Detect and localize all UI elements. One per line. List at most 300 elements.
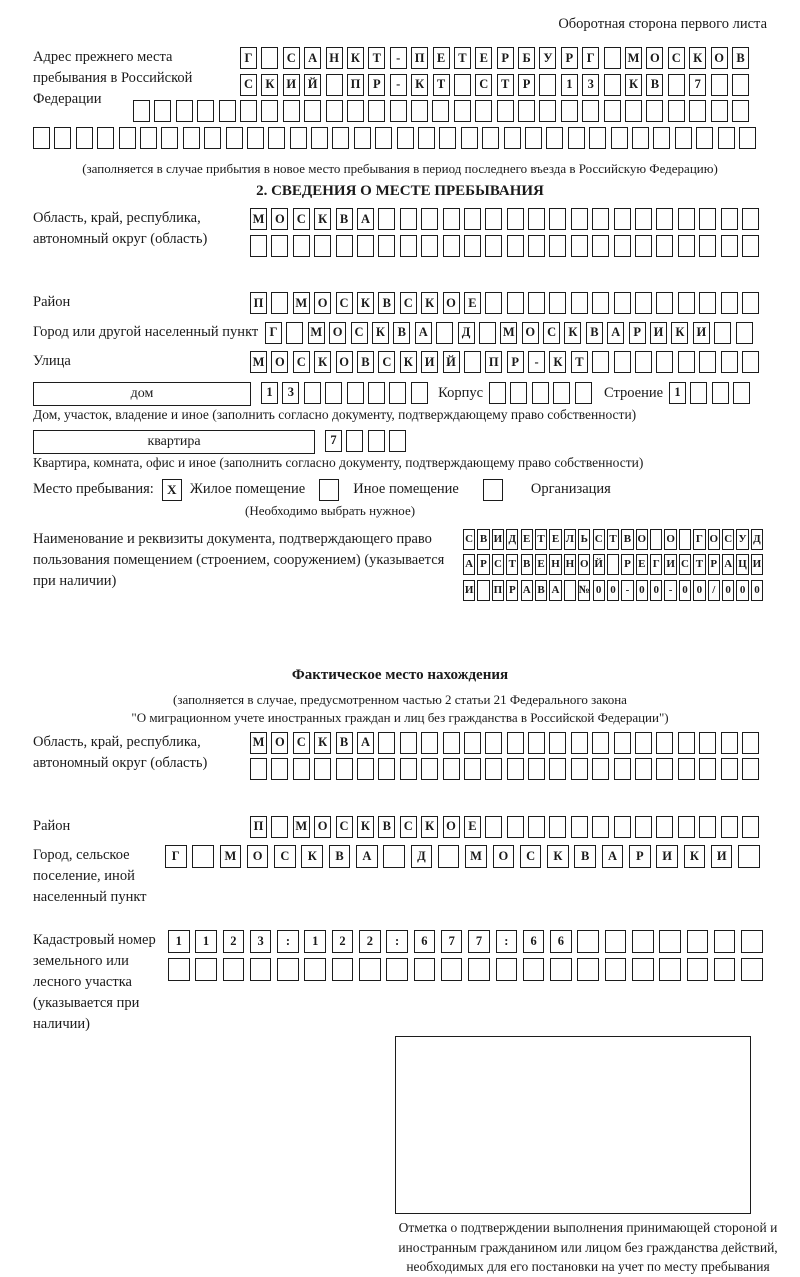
form-cell[interactable] — [54, 127, 71, 149]
form-cell[interactable] — [528, 292, 545, 314]
form-cell[interactable] — [614, 816, 631, 838]
form-cell[interactable] — [678, 235, 695, 257]
form-cell[interactable]: И — [711, 845, 733, 868]
form-cell[interactable] — [635, 235, 652, 257]
form-cell[interactable] — [604, 100, 621, 122]
form-cell[interactable]: 7 — [325, 430, 342, 452]
form-cell[interactable]: 0 — [650, 580, 662, 601]
form-cell[interactable] — [678, 758, 695, 780]
form-cell[interactable] — [477, 580, 489, 601]
form-cell[interactable] — [250, 235, 267, 257]
form-cell[interactable] — [741, 930, 763, 953]
form-cell[interactable]: М — [500, 322, 517, 344]
form-cell[interactable]: С — [492, 554, 504, 575]
form-cell[interactable]: Т — [506, 554, 518, 575]
form-cell[interactable] — [507, 208, 524, 230]
form-cell[interactable]: О — [578, 554, 590, 575]
form-cell[interactable] — [261, 100, 278, 122]
form-cell[interactable] — [378, 732, 395, 754]
form-cell[interactable] — [97, 127, 114, 149]
form-cell[interactable]: Н — [326, 47, 343, 69]
form-cell[interactable] — [441, 958, 463, 981]
form-cell[interactable] — [438, 845, 460, 868]
form-cell[interactable]: 0 — [693, 580, 705, 601]
form-cell[interactable] — [614, 758, 631, 780]
form-cell[interactable]: Р — [629, 322, 646, 344]
form-cell[interactable] — [699, 816, 716, 838]
form-cell[interactable] — [325, 382, 342, 404]
form-cell[interactable] — [611, 127, 628, 149]
form-cell[interactable]: 3 — [282, 382, 299, 404]
form-cell[interactable] — [571, 292, 588, 314]
form-cell[interactable]: М — [220, 845, 242, 868]
form-cell[interactable]: К — [564, 322, 581, 344]
form-cell[interactable]: Г — [165, 845, 187, 868]
form-cell[interactable]: Г — [582, 47, 599, 69]
form-cell[interactable] — [675, 127, 692, 149]
form-cell[interactable] — [443, 732, 460, 754]
form-cell[interactable]: С — [336, 292, 353, 314]
form-cell[interactable] — [679, 529, 691, 550]
form-cell[interactable] — [475, 100, 492, 122]
form-cell[interactable]: - — [528, 351, 545, 373]
form-cell[interactable] — [687, 930, 709, 953]
form-cell[interactable]: Е — [535, 554, 547, 575]
form-cell[interactable]: П — [347, 74, 364, 96]
form-cell[interactable] — [293, 758, 310, 780]
form-cell[interactable] — [699, 208, 716, 230]
form-cell[interactable] — [742, 732, 759, 754]
form-cell[interactable] — [659, 930, 681, 953]
form-cell[interactable]: М — [293, 816, 310, 838]
form-cell[interactable] — [489, 382, 506, 404]
form-cell[interactable] — [304, 100, 321, 122]
form-cell[interactable]: Д — [411, 845, 433, 868]
form-cell[interactable]: В — [646, 74, 663, 96]
form-cell[interactable]: О — [646, 47, 663, 69]
form-cell[interactable] — [464, 758, 481, 780]
form-cell[interactable] — [678, 208, 695, 230]
form-cell[interactable]: О — [329, 322, 346, 344]
form-cell[interactable] — [443, 235, 460, 257]
form-cell[interactable] — [699, 292, 716, 314]
form-cell[interactable] — [656, 816, 673, 838]
dom-box[interactable]: дом — [33, 382, 251, 406]
form-cell[interactable] — [290, 127, 307, 149]
form-cell[interactable] — [485, 758, 502, 780]
form-cell[interactable] — [368, 430, 385, 452]
form-cell[interactable] — [507, 732, 524, 754]
form-cell[interactable]: / — [708, 580, 720, 601]
form-cell[interactable]: И — [492, 529, 504, 550]
form-cell[interactable] — [368, 382, 385, 404]
form-cell[interactable] — [656, 292, 673, 314]
form-cell[interactable]: - — [390, 47, 407, 69]
form-cell[interactable] — [204, 127, 221, 149]
form-cell[interactable]: Г — [650, 554, 662, 575]
form-cell[interactable] — [739, 127, 756, 149]
form-cell[interactable]: 3 — [582, 74, 599, 96]
form-cell[interactable]: О — [271, 208, 288, 230]
checkbox-inoe[interactable] — [319, 479, 339, 501]
form-cell[interactable]: № — [578, 580, 590, 601]
form-cell[interactable] — [592, 816, 609, 838]
form-cell[interactable] — [482, 127, 499, 149]
form-cell[interactable] — [268, 127, 285, 149]
form-cell[interactable] — [549, 235, 566, 257]
form-cell[interactable] — [528, 235, 545, 257]
form-cell[interactable]: Т — [535, 529, 547, 550]
form-cell[interactable] — [347, 100, 364, 122]
form-cell[interactable] — [532, 382, 549, 404]
form-cell[interactable] — [550, 958, 572, 981]
form-cell[interactable] — [539, 74, 556, 96]
form-cell[interactable]: О — [314, 292, 331, 314]
form-cell[interactable]: : — [277, 930, 299, 953]
form-cell[interactable] — [421, 235, 438, 257]
form-cell[interactable] — [195, 958, 217, 981]
form-cell[interactable] — [742, 208, 759, 230]
form-cell[interactable]: С — [274, 845, 296, 868]
form-cell[interactable]: Т — [571, 351, 588, 373]
form-cell[interactable]: С — [293, 732, 310, 754]
form-cell[interactable] — [332, 127, 349, 149]
form-cell[interactable]: А — [607, 322, 624, 344]
form-cell[interactable] — [411, 382, 428, 404]
form-cell[interactable]: Т — [454, 47, 471, 69]
form-cell[interactable] — [485, 292, 502, 314]
form-cell[interactable]: Р — [621, 554, 633, 575]
form-cell[interactable]: С — [293, 351, 310, 373]
form-cell[interactable]: К — [261, 74, 278, 96]
form-cell[interactable]: С — [463, 529, 475, 550]
form-cell[interactable] — [528, 208, 545, 230]
form-cell[interactable] — [689, 100, 706, 122]
checkbox-zhiloe[interactable]: X — [162, 479, 182, 501]
form-cell[interactable] — [592, 292, 609, 314]
form-cell[interactable]: Ц — [736, 554, 748, 575]
form-cell[interactable] — [250, 958, 272, 981]
form-cell[interactable]: Р — [368, 74, 385, 96]
form-cell[interactable]: К — [549, 351, 566, 373]
form-cell[interactable] — [721, 235, 738, 257]
form-cell[interactable] — [614, 235, 631, 257]
form-cell[interactable]: А — [357, 732, 374, 754]
form-cell[interactable]: Р — [506, 580, 518, 601]
form-cell[interactable] — [721, 816, 738, 838]
form-cell[interactable]: : — [496, 930, 518, 953]
form-cell[interactable] — [711, 74, 728, 96]
form-cell[interactable] — [277, 958, 299, 981]
form-cell[interactable]: Р — [497, 47, 514, 69]
form-cell[interactable]: О — [711, 47, 728, 69]
form-cell[interactable]: О — [708, 529, 720, 550]
form-cell[interactable] — [733, 382, 750, 404]
form-cell[interactable] — [421, 758, 438, 780]
form-cell[interactable]: 7 — [468, 930, 490, 953]
form-cell[interactable]: В — [521, 554, 533, 575]
form-cell[interactable] — [411, 100, 428, 122]
form-cell[interactable] — [668, 100, 685, 122]
form-cell[interactable]: П — [492, 580, 504, 601]
form-cell[interactable] — [76, 127, 93, 149]
form-cell[interactable]: В — [477, 529, 489, 550]
form-cell[interactable]: М — [293, 292, 310, 314]
form-cell[interactable] — [454, 100, 471, 122]
form-cell[interactable] — [718, 127, 735, 149]
form-cell[interactable] — [33, 127, 50, 149]
form-cell[interactable] — [439, 127, 456, 149]
form-cell[interactable] — [635, 208, 652, 230]
form-cell[interactable] — [336, 758, 353, 780]
form-cell[interactable]: К — [314, 351, 331, 373]
form-cell[interactable] — [168, 958, 190, 981]
form-cell[interactable]: К — [314, 208, 331, 230]
form-cell[interactable] — [485, 235, 502, 257]
form-cell[interactable] — [528, 732, 545, 754]
form-cell[interactable] — [678, 816, 695, 838]
form-cell[interactable]: П — [411, 47, 428, 69]
form-cell[interactable] — [332, 958, 354, 981]
form-cell[interactable]: К — [372, 322, 389, 344]
form-cell[interactable] — [326, 74, 343, 96]
form-cell[interactable]: П — [250, 816, 267, 838]
form-cell[interactable] — [326, 100, 343, 122]
form-cell[interactable]: 0 — [607, 580, 619, 601]
form-cell[interactable] — [699, 758, 716, 780]
form-cell[interactable]: Е — [464, 816, 481, 838]
form-cell[interactable] — [632, 127, 649, 149]
form-cell[interactable] — [721, 208, 738, 230]
form-cell[interactable] — [605, 958, 627, 981]
form-cell[interactable]: 2 — [332, 930, 354, 953]
form-cell[interactable] — [375, 127, 392, 149]
form-cell[interactable] — [714, 958, 736, 981]
form-cell[interactable]: И — [463, 580, 475, 601]
form-cell[interactable]: И — [664, 554, 676, 575]
form-cell[interactable]: А — [722, 554, 734, 575]
form-cell[interactable] — [250, 758, 267, 780]
form-cell[interactable] — [368, 100, 385, 122]
form-cell[interactable]: 6 — [550, 930, 572, 953]
form-cell[interactable]: О — [636, 529, 648, 550]
form-cell[interactable]: Н — [564, 554, 576, 575]
form-cell[interactable] — [518, 100, 535, 122]
form-cell[interactable] — [653, 127, 670, 149]
form-cell[interactable]: М — [250, 732, 267, 754]
form-cell[interactable]: И — [650, 322, 667, 344]
form-cell[interactable]: С — [293, 208, 310, 230]
form-cell[interactable] — [721, 758, 738, 780]
form-cell[interactable]: Б — [518, 47, 535, 69]
form-cell[interactable]: В — [586, 322, 603, 344]
form-cell[interactable] — [632, 958, 654, 981]
form-cell[interactable] — [464, 208, 481, 230]
form-cell[interactable] — [549, 816, 566, 838]
form-cell[interactable] — [678, 732, 695, 754]
form-cell[interactable]: Е — [475, 47, 492, 69]
form-cell[interactable] — [568, 127, 585, 149]
form-cell[interactable]: 0 — [736, 580, 748, 601]
form-cell[interactable] — [507, 816, 524, 838]
form-cell[interactable] — [592, 758, 609, 780]
form-cell[interactable]: 1 — [261, 382, 278, 404]
form-cell[interactable] — [357, 235, 374, 257]
form-cell[interactable]: К — [411, 74, 428, 96]
form-cell[interactable] — [386, 958, 408, 981]
form-cell[interactable] — [354, 127, 371, 149]
form-cell[interactable]: Р — [708, 554, 720, 575]
form-cell[interactable]: 0 — [751, 580, 763, 601]
form-cell[interactable]: К — [347, 47, 364, 69]
form-cell[interactable]: 1 — [304, 930, 326, 953]
form-cell[interactable]: П — [485, 351, 502, 373]
form-cell[interactable] — [699, 235, 716, 257]
form-cell[interactable] — [687, 958, 709, 981]
form-cell[interactable] — [721, 351, 738, 373]
form-cell[interactable]: 0 — [636, 580, 648, 601]
form-cell[interactable] — [497, 100, 514, 122]
form-cell[interactable] — [650, 529, 662, 550]
form-cell[interactable] — [436, 322, 453, 344]
form-cell[interactable] — [592, 235, 609, 257]
form-cell[interactable]: Р — [507, 351, 524, 373]
form-cell[interactable]: 2 — [223, 930, 245, 953]
form-cell[interactable] — [304, 958, 326, 981]
form-cell[interactable] — [389, 430, 406, 452]
form-cell[interactable] — [699, 351, 716, 373]
form-cell[interactable]: С — [378, 351, 395, 373]
form-cell[interactable] — [421, 732, 438, 754]
form-cell[interactable]: С — [283, 47, 300, 69]
form-cell[interactable] — [564, 580, 576, 601]
form-cell[interactable]: В — [357, 351, 374, 373]
form-cell[interactable]: С — [351, 322, 368, 344]
form-cell[interactable]: 1 — [669, 382, 686, 404]
form-cell[interactable]: В — [732, 47, 749, 69]
form-cell[interactable] — [247, 127, 264, 149]
form-cell[interactable]: А — [304, 47, 321, 69]
form-cell[interactable] — [656, 758, 673, 780]
form-cell[interactable] — [261, 47, 278, 69]
form-cell[interactable]: М — [250, 208, 267, 230]
form-cell[interactable] — [635, 351, 652, 373]
form-cell[interactable] — [507, 235, 524, 257]
form-cell[interactable] — [571, 208, 588, 230]
form-cell[interactable] — [614, 208, 631, 230]
form-cell[interactable] — [383, 845, 405, 868]
form-cell[interactable] — [732, 74, 749, 96]
form-cell[interactable] — [656, 208, 673, 230]
form-cell[interactable]: Д — [751, 529, 763, 550]
form-cell[interactable]: С — [336, 816, 353, 838]
form-cell[interactable] — [378, 208, 395, 230]
form-cell[interactable] — [742, 351, 759, 373]
form-cell[interactable] — [525, 127, 542, 149]
form-cell[interactable]: 1 — [168, 930, 190, 953]
form-cell[interactable] — [549, 758, 566, 780]
form-cell[interactable] — [240, 100, 257, 122]
form-cell[interactable]: К — [400, 351, 417, 373]
form-cell[interactable]: - — [621, 580, 633, 601]
form-cell[interactable] — [443, 758, 460, 780]
form-cell[interactable]: 0 — [679, 580, 691, 601]
form-cell[interactable] — [742, 758, 759, 780]
form-cell[interactable] — [712, 382, 729, 404]
form-cell[interactable] — [528, 816, 545, 838]
form-cell[interactable] — [271, 292, 288, 314]
form-cell[interactable] — [271, 816, 288, 838]
form-cell[interactable] — [549, 208, 566, 230]
form-cell[interactable]: К — [421, 816, 438, 838]
form-cell[interactable] — [390, 100, 407, 122]
form-cell[interactable] — [523, 958, 545, 981]
form-cell[interactable] — [485, 732, 502, 754]
form-cell[interactable] — [678, 292, 695, 314]
form-cell[interactable] — [359, 958, 381, 981]
form-cell[interactable] — [659, 958, 681, 981]
form-cell[interactable]: С — [543, 322, 560, 344]
form-cell[interactable] — [311, 127, 328, 149]
form-cell[interactable] — [397, 127, 414, 149]
form-cell[interactable] — [400, 208, 417, 230]
form-cell[interactable] — [314, 235, 331, 257]
form-cell[interactable]: В — [378, 292, 395, 314]
form-cell[interactable] — [668, 74, 685, 96]
form-cell[interactable] — [464, 732, 481, 754]
form-cell[interactable] — [346, 430, 363, 452]
form-cell[interactable] — [347, 382, 364, 404]
form-cell[interactable] — [549, 732, 566, 754]
form-cell[interactable] — [192, 845, 214, 868]
form-cell[interactable]: Е — [636, 554, 648, 575]
form-cell[interactable]: Й — [304, 74, 321, 96]
form-cell[interactable] — [549, 292, 566, 314]
form-cell[interactable]: К — [357, 292, 374, 314]
form-cell[interactable] — [714, 322, 731, 344]
form-cell[interactable]: Е — [521, 529, 533, 550]
form-cell[interactable] — [571, 758, 588, 780]
form-cell[interactable]: У — [539, 47, 556, 69]
form-cell[interactable]: И — [751, 554, 763, 575]
form-cell[interactable] — [539, 100, 556, 122]
form-cell[interactable]: 1 — [195, 930, 217, 953]
form-cell[interactable] — [504, 127, 521, 149]
form-cell[interactable]: Е — [433, 47, 450, 69]
form-cell[interactable]: 7 — [441, 930, 463, 953]
form-cell[interactable]: У — [736, 529, 748, 550]
form-cell[interactable] — [496, 958, 518, 981]
form-cell[interactable]: В — [535, 580, 547, 601]
form-cell[interactable]: О — [271, 732, 288, 754]
form-cell[interactable]: 1 — [561, 74, 578, 96]
form-cell[interactable]: А — [356, 845, 378, 868]
form-cell[interactable] — [738, 845, 760, 868]
form-cell[interactable] — [304, 382, 321, 404]
form-cell[interactable] — [571, 816, 588, 838]
form-cell[interactable] — [400, 235, 417, 257]
form-cell[interactable] — [421, 208, 438, 230]
form-cell[interactable]: В — [336, 732, 353, 754]
form-cell[interactable] — [632, 930, 654, 953]
form-cell[interactable]: А — [415, 322, 432, 344]
form-cell[interactable] — [468, 958, 490, 981]
form-cell[interactable] — [140, 127, 157, 149]
form-cell[interactable] — [614, 292, 631, 314]
form-cell[interactable]: С — [520, 845, 542, 868]
form-cell[interactable]: И — [421, 351, 438, 373]
form-cell[interactable]: А — [602, 845, 624, 868]
